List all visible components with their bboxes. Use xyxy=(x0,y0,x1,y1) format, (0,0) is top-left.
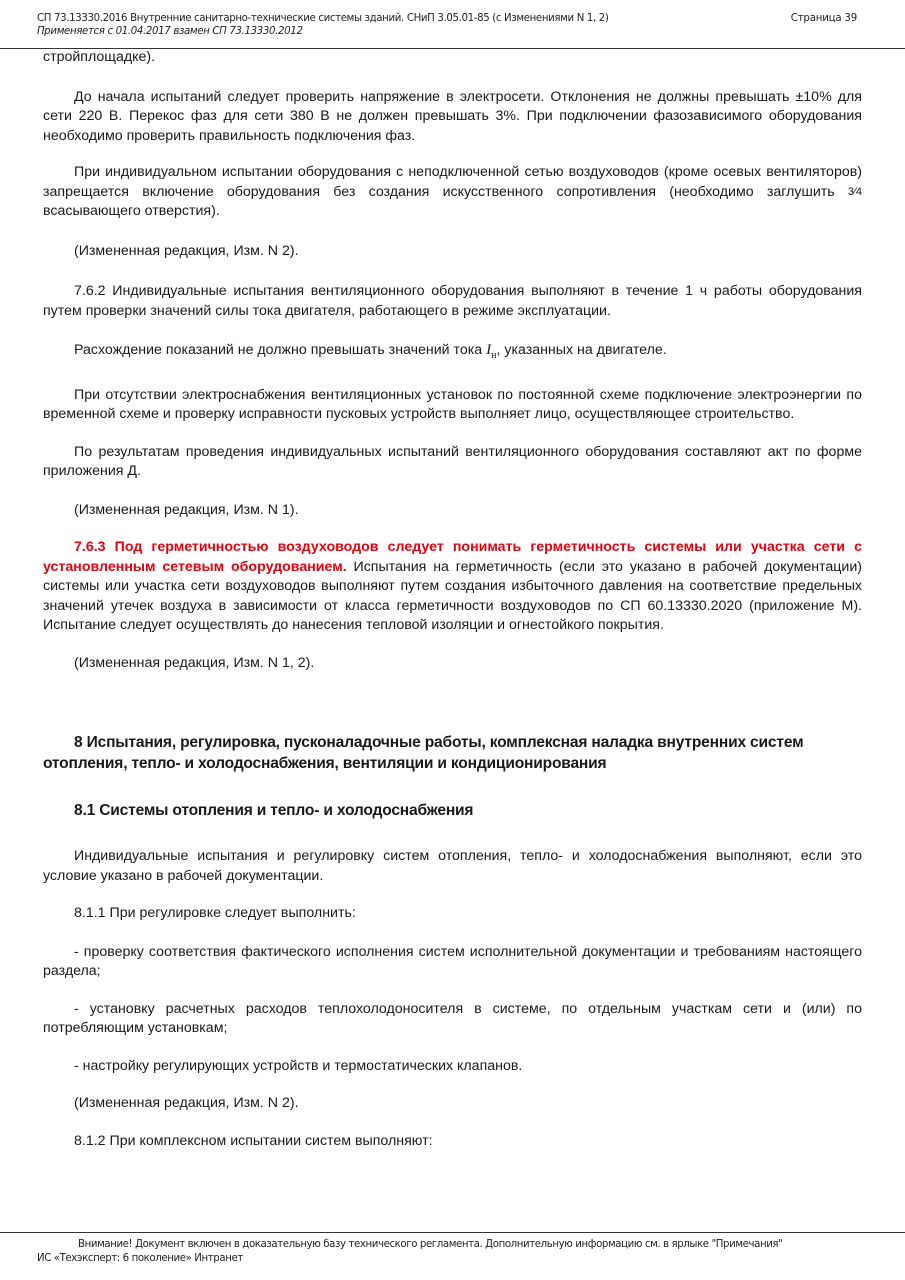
clause-7-6-3: 7.6.3 Под герметичностью воздуховодов следует понимать герметичность системы или участка сети с установленным сетевым оборудованием. Испытания на герметичность (если это указано в рабочей документации) системы или участка сети воздуховодов выполняют путем создания избыточного давления на соответствие предельных значений утечек воздуха в зависимости от класса герметичности воздуховодов по СП 60.13330.2020 (приложение М). Испытание следует осуществлять до нанесения тепловой изоляции и огнестойкого покрытия. xyxy=(43,539,862,633)
paragraph-current-deviation: Расхождение показаний не должно превышать значений тока $I_н$, указанных на двигателе. xyxy=(74,342,667,361)
fraction-three-quarters: 3⁄4 xyxy=(847,185,862,198)
footer-system-name: ИС «Техэксперт: 6 поколение» Интранет xyxy=(37,1253,243,1264)
list-item: - проверку соответствия фактического исполнения систем исполнительной документации и требованиям настоящего раздела; xyxy=(43,943,862,979)
clause-7-6-2: 7.6.2 Индивидуальные испытания вентиляционного оборудования выполняют в течение 1 ч работы оборудования путем проверки значений силы тока двигателя, работающего в режиме эксплуатации. xyxy=(43,283,862,319)
clause-8-1-2: 8.1.2 При комплексном испытании систем выполняют: xyxy=(74,1132,433,1149)
paragraph-voltage-check: До начала испытаний следует проверить напряжение в электросети. Отклонения не должны превышать ±10% для сети 220 В. Перекос фаз для сети 380 В не должен превышать 3%. При подключении фазозависимого оборудования необходимо проверить правильность подключения фаз. xyxy=(43,88,862,144)
page-number: Страница 39 xyxy=(790,13,857,24)
highlighted-definition: 7.6.3 Под герметичностью воздуховодов следует понимать герметичность системы или участка сети с установленным сетевым оборудованием. xyxy=(43,539,862,575)
footer-warning: Внимание! Документ включен в доказательную базу технического регламента. Дополнительную информацию см. в ярлыке "Примечания" xyxy=(78,1239,783,1250)
section-8-heading: 8 Испытания, регулировка, пусконаладочные работы, комплексная наладка внутренних систем отопления, тепло- и холодоснабжения, вентиляции и кондиционирования xyxy=(43,734,804,772)
page-header xyxy=(37,12,857,38)
revision-note: (Измененная редакция, Изм. N 2). xyxy=(74,242,299,259)
revision-note: (Измененная редакция, Изм. N 2). xyxy=(74,1095,299,1111)
list-item: - установку расчетных расходов теплохолодоносителя в системе, по отдельным участкам сети и (или) по потребляющим установкам; xyxy=(43,1000,862,1036)
document-body xyxy=(43,48,862,1151)
clause-8-1-1: 8.1.1 При регулировке следует выполнить: xyxy=(74,905,356,921)
paragraph-power-supply: При отсутствии электроснабжения вентиляционных установок по постоянной схеме подключение электроэнергии по временной схеме и проверку исправности пусковых устройств выполняет лицо, осуществляющее строительство. xyxy=(43,386,862,422)
footer-divider xyxy=(0,1232,905,1233)
applies-since-line: Применяется с 01.04.2017 взамен СП 73.13330.2012 xyxy=(37,26,303,37)
revision-note: (Измененная редакция, Изм. N 1, 2). xyxy=(74,654,315,671)
paragraph-individual-test: При индивидуальном испытании оборудования с неподключенной сетью воздуховодов (кроме осевых вентиляторов) запрещается включение оборудования без создания искусственного сопротивления (необходимо заглушить 3⁄4 всасывающего отверстия). xyxy=(43,164,862,219)
page-footer xyxy=(37,1238,877,1266)
revision-note: (Измененная редакция, Изм. N 1). xyxy=(74,501,299,518)
paragraph-act: По результатам проведения индивидуальных испытаний вентиляционного оборудования составляют акт по форме приложения Д. xyxy=(43,443,862,479)
document-title: СП 73.13330.2016 Внутренние санитарно-технические системы зданий. СНиП 3.05.01-85 (с Изменениями N 1, 2) xyxy=(37,13,609,24)
rated-current-symbol: I xyxy=(486,342,492,358)
paragraph-continuation: стройплощадке). xyxy=(43,49,156,65)
paragraph-8-1-intro: Индивидуальные испытания и регулировку систем отопления, тепло- и холодоснабжения выполняют, если это условие указано в рабочей документации. xyxy=(43,848,862,884)
list-item: - настройку регулирующих устройств и термостатических клапанов. xyxy=(74,1057,523,1074)
section-8-1-heading: 8.1 Системы отопления и тепло- и холодоснабжения xyxy=(74,802,474,819)
